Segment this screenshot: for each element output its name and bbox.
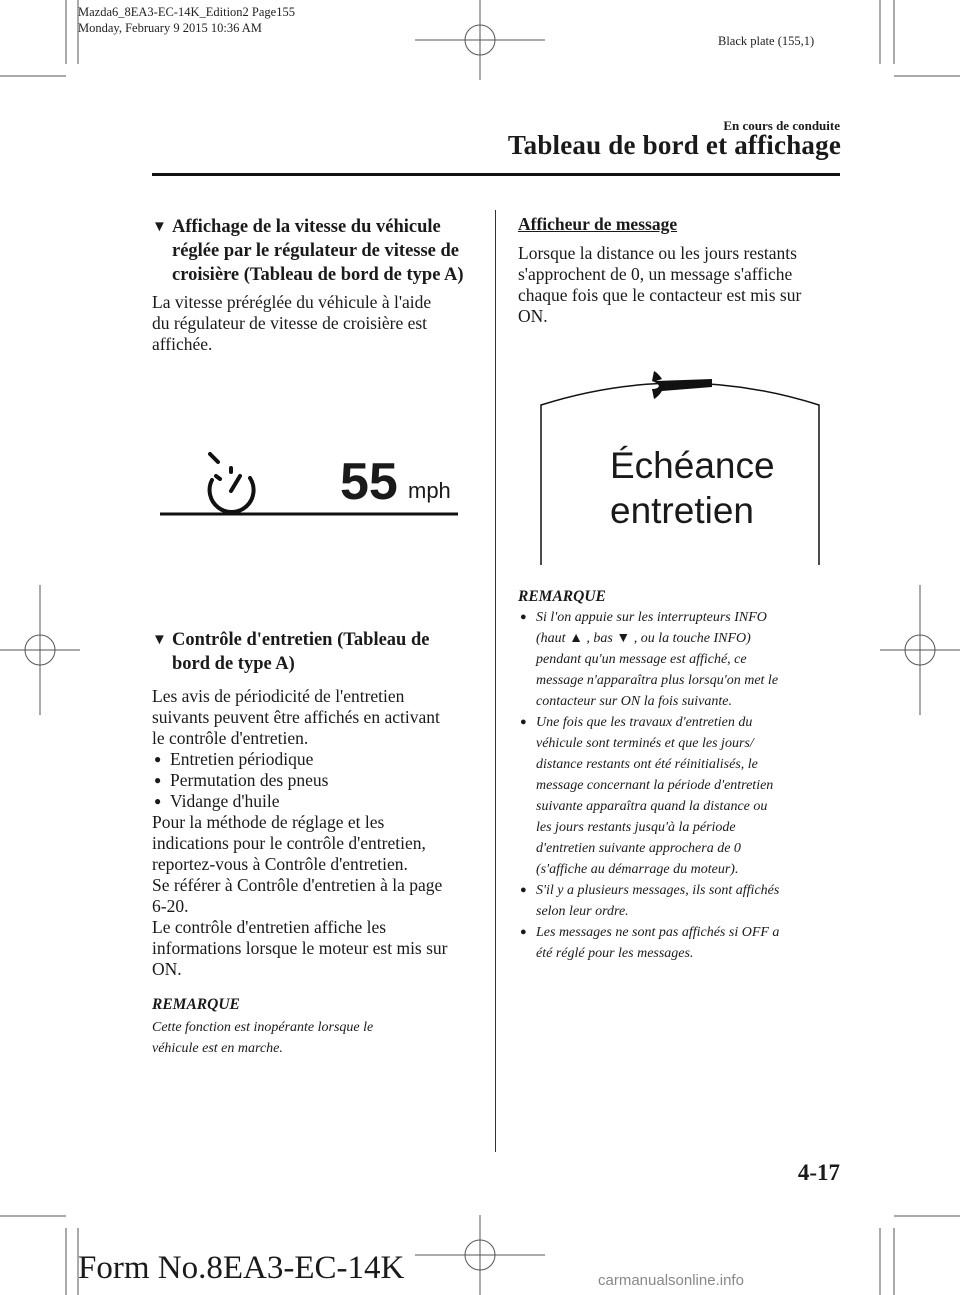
header-rule <box>152 173 840 176</box>
form-number: Form No.8EA3-EC-14K <box>78 1250 405 1286</box>
bullet-icon: ● <box>520 926 527 938</box>
bullet-icon: ● <box>154 773 162 787</box>
message-display-title: Afficheur de message <box>518 214 678 234</box>
section-title: En cours de conduite <box>723 118 840 133</box>
plate-date: Monday, February 9 2015 10:36 AM <box>78 21 262 35</box>
note-item: ● S'il y a plusieurs messages, ils sont affichés selon leur ordre. <box>518 880 848 922</box>
triangle-up-icon: ▲ <box>569 631 583 646</box>
bullet-icon: ● <box>154 752 162 766</box>
bullet-icon: ● <box>520 611 527 623</box>
plate-file: Mazda6_8EA3-EC-14K_Edition2 Page155 <box>78 5 295 19</box>
heading-maintenance: ▼ Contrôle d'entretien (Tableau de bord de type A) <box>152 630 430 674</box>
list-item: ● Vidange d'huile <box>154 791 280 811</box>
note-item: ● Une fois que les travaux d'entretien du véhicule sont terminés et que les jours/ distance restants ont été réinitialisés, le message concernant la période d'entretien suivante apparaîtra quand la distance ou les jours restants jusqu'à la période d'entretien suivante approchera de 0 (s'affiche au démarrage du moteur). <box>518 712 848 880</box>
message-display <box>540 365 820 565</box>
wrench-icon <box>648 367 718 403</box>
list-item: ● Entretien périodique <box>154 749 314 769</box>
note-item: ● Si l'on appuie sur les interrupteurs INFO (haut ▲ , bas ▼ , ou la touche INFO) pendant qu'un message est affiché, ce message n'apparaîtra plus lorsqu'on met le contacteur sur ON la fois suivante. <box>518 607 848 712</box>
message-paragraph: Lorsque la distance ou les jours restants s'approchent de 0, un message s'affiche chaque fois que le contacteur est mis sur ON. <box>518 243 802 326</box>
speed-paragraph: La vitesse préréglée du véhicule à l'aide du régulateur de vitesse de croisière est affichée. <box>152 292 432 354</box>
bullet-icon: ● <box>520 884 527 896</box>
remark-title: REMARQUE <box>152 996 240 1013</box>
maintenance-paragraph: Les avis de périodicité de l'entretien suivants peuvent être affichés en activant le contrôle d'entretien. ● Entretien périodique ● Permutation des pneus ● Vidange d'huile Pour la méthode de réglage et les indications pour le contrôle d'entretien, reportez-vous à Contrôle d'entretien. Se référer à Contrôle d'entretien à la page 6-20. Le contrôle d'entretien affiche les informations lorsque le moteur est mis sur ON. <box>152 686 482 980</box>
list-item: ● Permutation des pneus <box>154 770 329 790</box>
bullet-icon: ● <box>520 716 527 728</box>
chapter-title: Tableau de bord et affichage <box>507 130 841 160</box>
maintenance-section <box>152 628 482 1059</box>
heading-speed-display: ▼ Affichage de la vitesse du véhicule réglée par le régulateur de vitesse de croisière (Tableau de bord de type A) <box>152 217 464 285</box>
triangle-down-icon: ▼ <box>152 632 167 648</box>
remark-left: REMARQUE Cette fonction est inopérante lorsque le véhicule est en marche. <box>152 994 482 1059</box>
page-number: 4-17 <box>797 1160 840 1185</box>
triangle-down-icon: ▼ <box>152 219 167 235</box>
left-column <box>152 215 482 287</box>
display-line-1: Échéance <box>610 445 775 486</box>
set-speed-display <box>160 448 460 520</box>
remark-title: REMARQUE <box>518 588 606 605</box>
note-item: ● Les messages ne sont pas affichés si OFF a été réglé pour les messages. <box>518 922 848 964</box>
speed-value: 55 <box>340 453 398 511</box>
watermark: carmanualsonline.info <box>598 1272 744 1289</box>
speed-unit: mph <box>408 478 451 503</box>
remark-right <box>518 586 848 964</box>
plate-info <box>78 4 295 36</box>
column-divider <box>495 210 496 1152</box>
triangle-down-icon: ▼ <box>616 631 631 646</box>
right-column <box>518 214 848 327</box>
plate-number: Black plate (155,1) <box>718 34 815 48</box>
bullet-icon: ● <box>154 794 162 808</box>
display-line-2: entretien <box>610 490 754 531</box>
